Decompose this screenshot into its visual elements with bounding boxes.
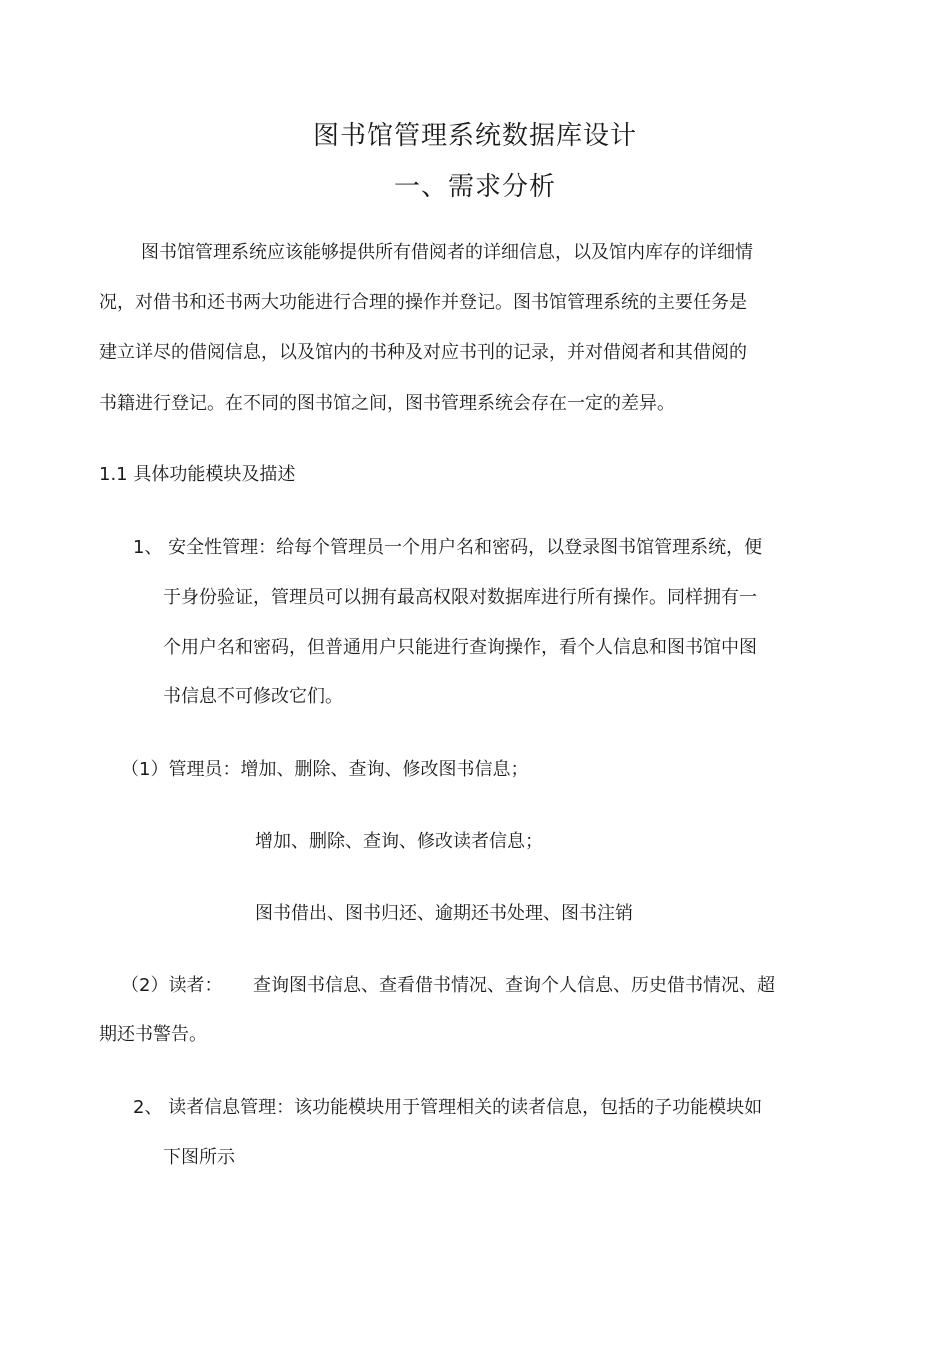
list-item-line: 个用户名和密码，但普通用户只能进行查询操作，看个人信息和图书馆中图 xyxy=(163,637,757,658)
document-title: 图书馆管理系统数据库设计 xyxy=(312,121,637,151)
list-item-line: 下图所示 xyxy=(163,1147,235,1168)
paragraph-line: 建立详尽的借阅信息，以及馆内的书种及对应书刊的记录，并对借阅者和其借阅的 xyxy=(99,342,747,363)
admin-line: 增加、删除、查询、修改读者信息； xyxy=(255,831,543,852)
paragraph-line: 况，对借书和还书两大功能进行合理的操作并登记。图书馆管理系统的主要任务是 xyxy=(99,292,747,313)
subsection-heading: 1.1 具体功能模块及描述 xyxy=(99,464,296,485)
paragraph-line: 书籍进行登记。在不同的图书馆之间，图书管理系统会存在一定的差异。 xyxy=(99,393,675,414)
admin-line: （1）管理员：增加、删除、查询、修改图书信息； xyxy=(121,759,529,780)
list-item-line: 于身份验证，管理员可以拥有最高权限对数据库进行所有操作。同样拥有一 xyxy=(163,587,757,608)
section-title: 一、需求分析 xyxy=(393,172,556,202)
list-item-line: 2、 读者信息管理：该功能模块用于管理相关的读者信息，包括的子功能模块如 xyxy=(133,1097,763,1118)
reader-line: 期还书警告。 xyxy=(99,1024,207,1045)
reader-line: 查询图书信息、查看借书情况、查询个人信息、历史借书情况、超 xyxy=(253,975,775,996)
list-item-line: 1、 安全性管理：给每个管理员一个用户名和密码，以登录图书馆管理系统，便 xyxy=(133,537,763,558)
admin-line: 图书借出、图书归还、逾期还书处理、图书注销 xyxy=(255,903,633,924)
paragraph-line: 图书馆管理系统应该能够提供所有借阅者的详细信息，以及馆内库存的详细情 xyxy=(141,242,753,263)
list-item-line: 书信息不可修改它们。 xyxy=(163,686,343,707)
reader-label: （2）读者： xyxy=(121,975,223,996)
